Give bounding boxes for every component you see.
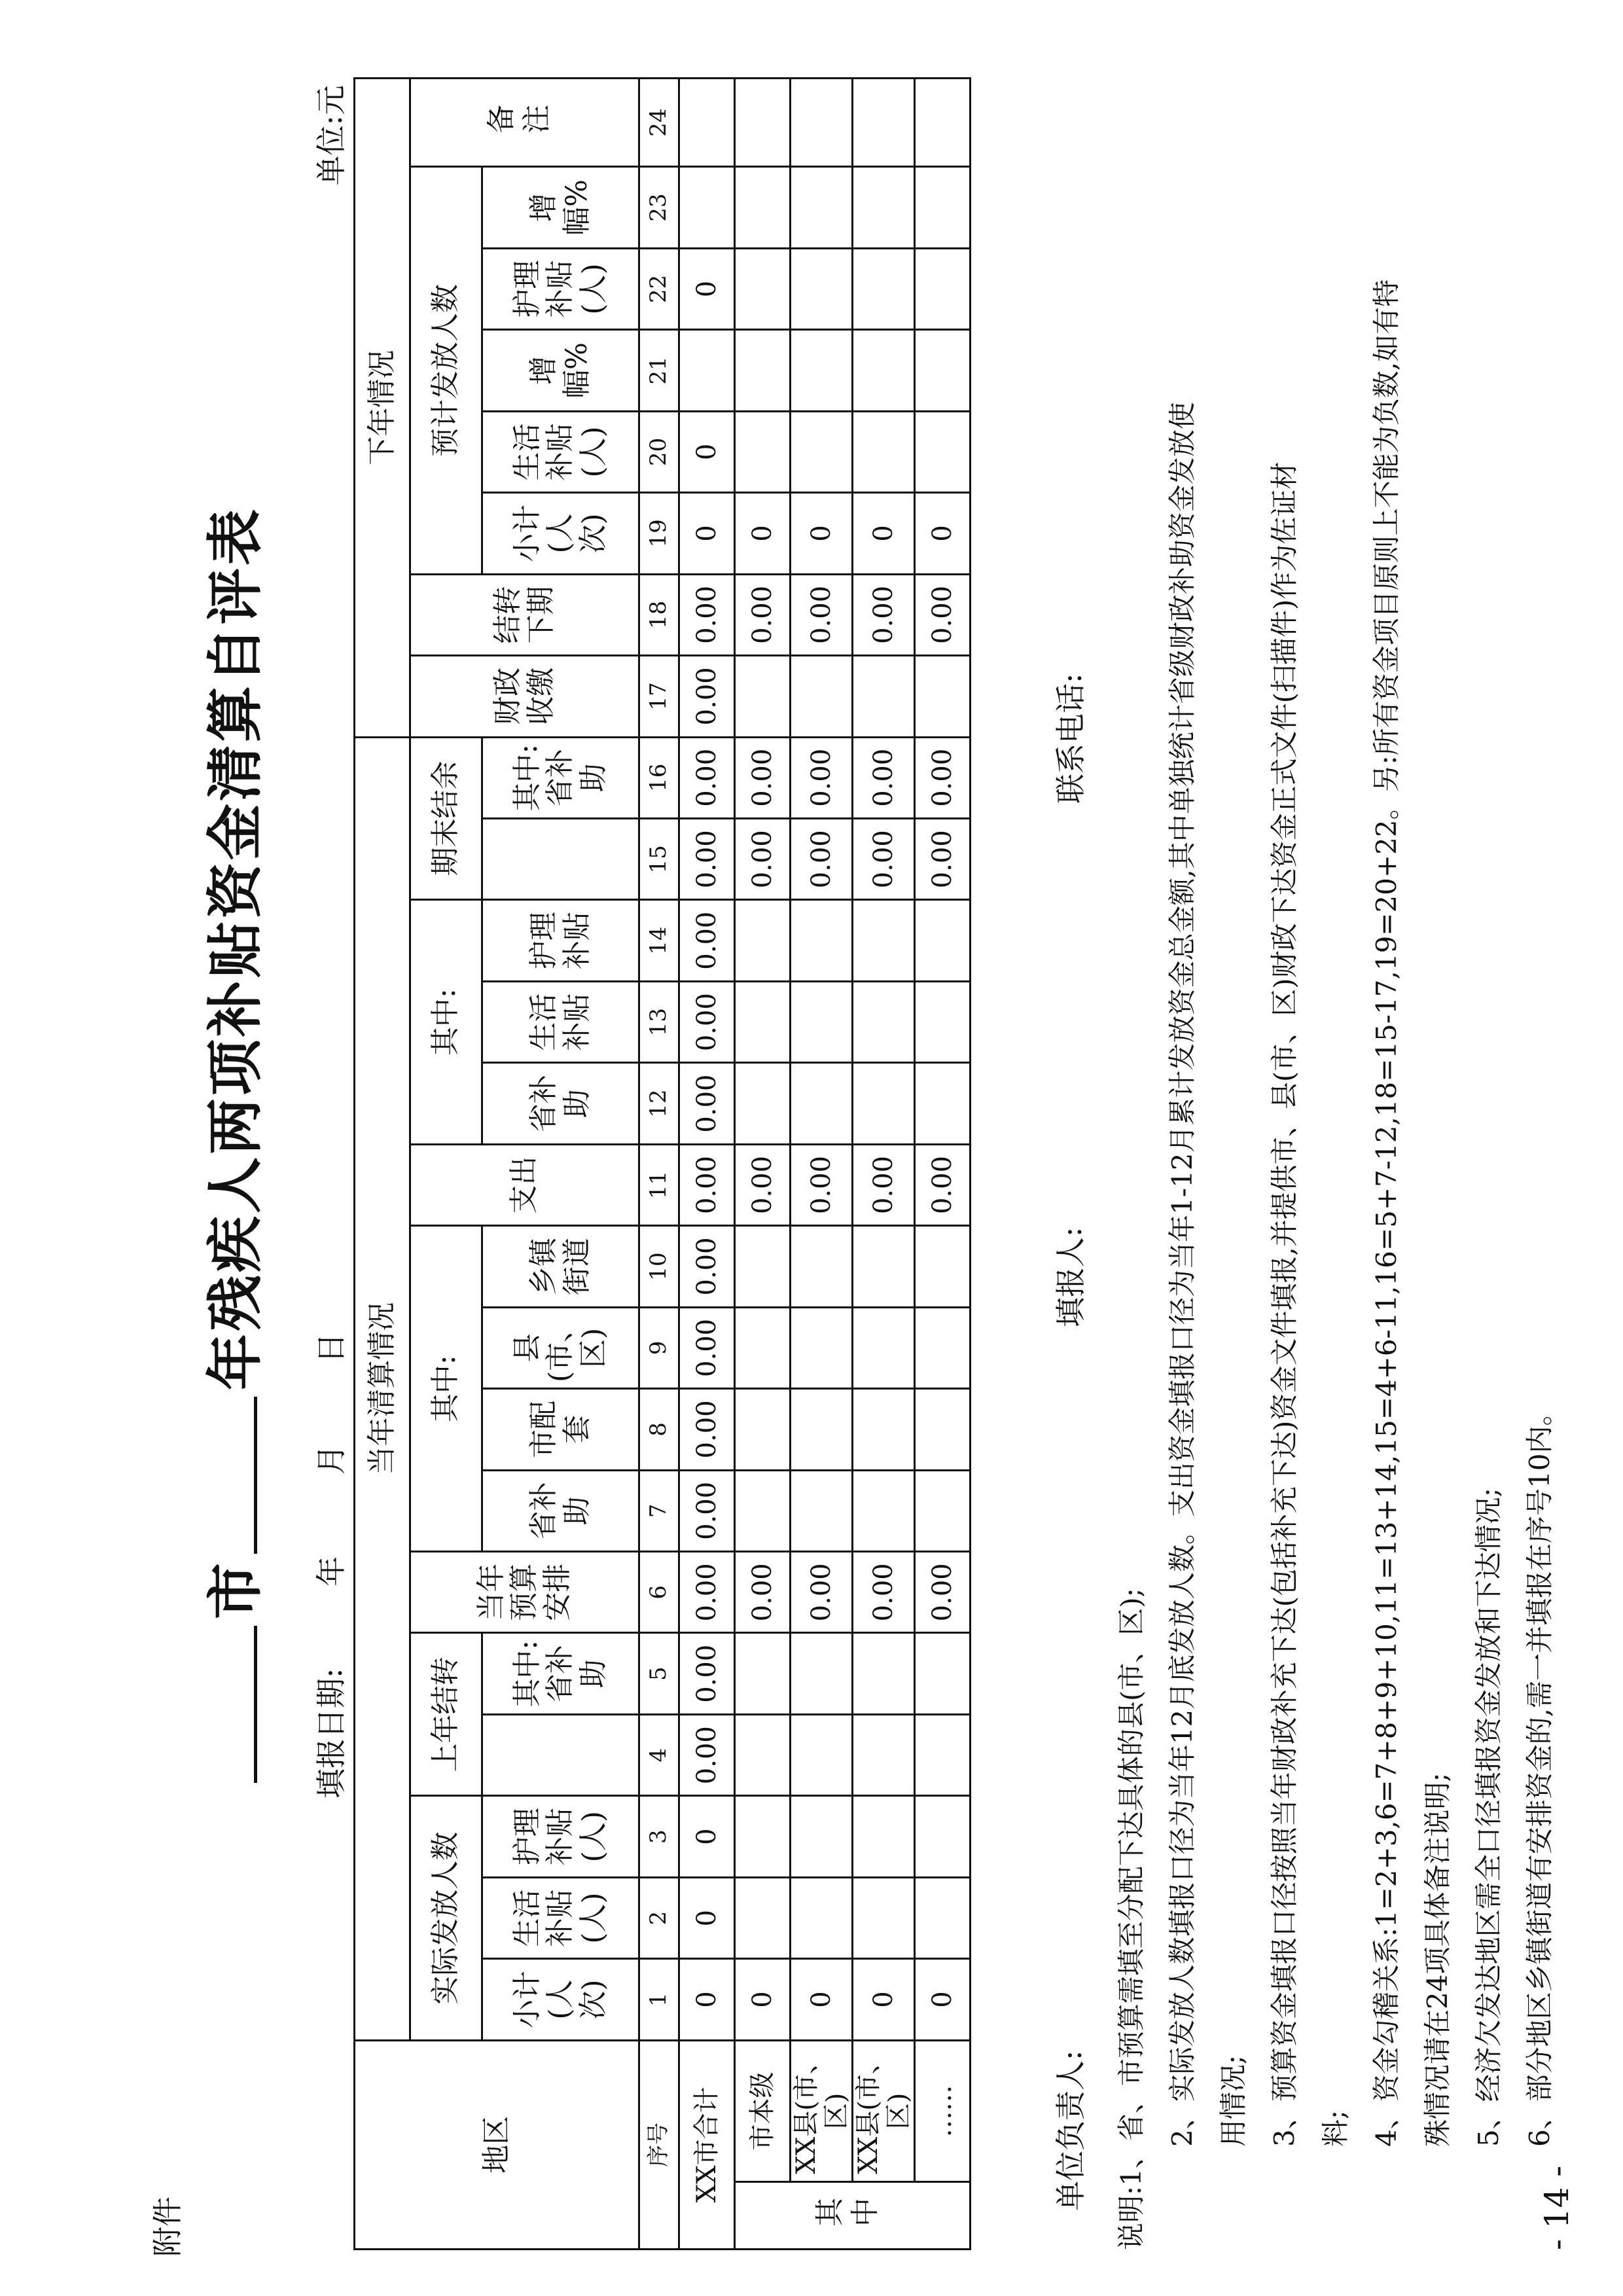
table-row — [679, 79, 735, 2250]
cell: 0.00 — [679, 1063, 735, 1144]
col-number: 13 — [639, 981, 679, 1062]
header-period-end: 期末结余 — [410, 737, 482, 900]
header-budget-arranged: 当年预算安排 — [410, 1552, 639, 1633]
among-label: 其中 — [735, 2182, 971, 2250]
cell — [735, 1063, 791, 1144]
cell — [853, 1796, 915, 1877]
cell — [915, 1633, 971, 1714]
cell — [915, 1307, 971, 1388]
row-label: 市本级 — [735, 2040, 791, 2181]
cell: 0.00 — [791, 737, 853, 818]
note-line: 用情况; — [1217, 2054, 1249, 2147]
cell — [853, 1633, 915, 1714]
cell — [735, 167, 791, 248]
table-row — [735, 79, 791, 2250]
col-number: 19 — [639, 493, 679, 574]
header-county: 县(市、区) — [482, 1307, 639, 1388]
title-city-suffix: 市 — [202, 1560, 268, 1619]
cell — [791, 1633, 853, 1714]
cell — [735, 1796, 791, 1877]
cell: 0 — [915, 493, 971, 574]
cell — [915, 1389, 971, 1470]
cell — [679, 330, 735, 411]
col-number: 24 — [639, 79, 679, 167]
header-prov-subsidy-1: 省补助 — [482, 1470, 639, 1551]
note-line: 3、预算资金填报口径按照当年财政补充下达(包括补充下达)资金文件填报,并提供市、县(市、区)财政下达资金正式文件(扫描件)作为佐证材 — [1268, 461, 1300, 2147]
cell — [791, 248, 853, 329]
notes-block — [1106, 38, 1565, 2250]
attachment-label: 附件 — [150, 2197, 185, 2257]
cell: 0.00 — [679, 981, 735, 1062]
filler-label: 填报人: — [1053, 1227, 1088, 1327]
cell — [791, 1226, 853, 1307]
cell — [791, 1307, 853, 1388]
header-among-prov-2: 其中:省补助 — [482, 737, 639, 818]
header-fiscal-recovered: 财政收缴 — [410, 656, 639, 737]
title-main: 年残疾人两项补贴资金清算自评表 — [202, 507, 268, 1390]
cell: 0 — [679, 493, 735, 574]
note-line: 料; — [1319, 2109, 1351, 2147]
cell — [915, 330, 971, 411]
cell — [915, 167, 971, 248]
cell — [735, 900, 791, 981]
cell — [853, 248, 915, 329]
title-blank-year — [254, 1397, 257, 1554]
cell — [791, 167, 853, 248]
cell — [791, 330, 853, 411]
cell — [735, 656, 791, 737]
cell — [915, 411, 971, 492]
cell — [791, 411, 853, 492]
cell: 0.00 — [679, 1552, 735, 1633]
cell: 0 — [679, 248, 735, 329]
fill-date-day: 日 — [313, 1333, 349, 1363]
cell — [853, 79, 915, 167]
col-number: 18 — [639, 574, 679, 655]
cell — [853, 167, 915, 248]
cell: 0.00 — [853, 1552, 915, 1633]
cell: 0.00 — [679, 1144, 735, 1225]
cell — [791, 1063, 853, 1144]
cell: 0.00 — [915, 737, 971, 818]
cell — [679, 79, 735, 167]
header-living-1: 生活补贴(人) — [482, 1877, 639, 1958]
header-actual-issued: 实际发放人数 — [410, 1796, 482, 2040]
cell — [853, 656, 915, 737]
note-line: 2、实际发放人数填报口径为当年12月底发放人数。支出资金填报口径为当年1-12月累计发放资金总金额,其中单独统计省级财政补助资金发放使 — [1166, 402, 1198, 2147]
cell: 0.00 — [679, 1470, 735, 1551]
cell: 0.00 — [853, 1144, 915, 1225]
cell — [791, 981, 853, 1062]
header-expected: 预计发放人数 — [410, 167, 482, 574]
header-living-2: 生活补贴(人) — [482, 411, 639, 492]
header-region: 地区 — [355, 2040, 639, 2249]
col-number: 10 — [639, 1226, 679, 1307]
cell — [791, 1389, 853, 1470]
header-current-year: 当年清算情况 — [355, 737, 410, 2040]
cell — [853, 981, 915, 1062]
header-remarks: 备注 — [410, 79, 639, 167]
header-last-carry: 上年结转 — [410, 1633, 482, 1796]
cell — [915, 656, 971, 737]
table-row — [853, 79, 915, 2250]
cell — [735, 1389, 791, 1470]
col-number: 4 — [639, 1714, 679, 1795]
header-nursing-sub: 护理补贴 — [482, 900, 639, 981]
row-label: XX市合计 — [679, 2040, 735, 2249]
cell: 0.00 — [915, 1552, 971, 1633]
header-living-sub: 生活补贴 — [482, 981, 639, 1062]
col-number: 3 — [639, 1796, 679, 1877]
cell — [791, 1714, 853, 1795]
cell: 0.00 — [853, 737, 915, 818]
col-number: 1 — [639, 1959, 679, 2040]
cell — [853, 1470, 915, 1551]
col-number: 12 — [639, 1063, 679, 1144]
cell — [915, 1877, 971, 1958]
header-subtotal-2: 小计(人次) — [482, 493, 639, 574]
header-subtotal-1: 小计(人次) — [482, 1959, 639, 2040]
cell: 0.00 — [853, 574, 915, 655]
cell: 0 — [853, 1959, 915, 2040]
cell — [915, 981, 971, 1062]
col-number: 9 — [639, 1307, 679, 1388]
cell — [791, 1877, 853, 1958]
header-prov-subsidy-2: 省补助 — [482, 1063, 639, 1144]
title-blank-city — [254, 1626, 257, 1783]
cell: 0.00 — [679, 1307, 735, 1388]
col-number: 20 — [639, 411, 679, 492]
cell — [915, 1714, 971, 1795]
col-number: 17 — [639, 656, 679, 737]
note-line: 说明:1、省、市预算需填至分配下达具体的县(市、区); — [1115, 1588, 1147, 2250]
unit-head-label: 单位负责人: — [1053, 2050, 1088, 2211]
cell — [735, 1714, 791, 1795]
cell: 0.00 — [791, 1144, 853, 1225]
page-number: - 14 - — [1538, 2165, 1576, 2250]
cell: 0.00 — [791, 574, 853, 655]
note-line: 6、部分地区乡镇街道有安排资金的,需一并填报在序号10内。 — [1524, 1398, 1556, 2147]
note-line: 4、资金勾稽关系:1=2+3,6=7+8+9+10,11=13+14,15=4+6-11,16=5+7-12,18=15-17,19=20+22。另:所有资金项目原则上不能为负数,如有特 — [1370, 279, 1402, 2147]
cell: 0 — [679, 1959, 735, 2040]
col-number: 2 — [639, 1877, 679, 1958]
cell — [915, 900, 971, 981]
cell: 0.00 — [679, 656, 735, 737]
cell — [915, 1063, 971, 1144]
note-line: 5、经济欠发达地区需全口径填报资金发放和下达情况; — [1472, 1488, 1505, 2147]
cell — [915, 1470, 971, 1551]
cell — [853, 1063, 915, 1144]
fill-date-line — [308, 1333, 351, 1799]
header-nursing-2: 护理补贴(人) — [482, 248, 639, 329]
settlement-table — [353, 77, 971, 2250]
cell — [735, 330, 791, 411]
cell: 0 — [735, 1959, 791, 2040]
cell — [915, 1796, 971, 1877]
cell — [853, 1877, 915, 1958]
header-carry-next: 结转下期 — [410, 574, 639, 655]
cell — [853, 1714, 915, 1795]
cell: 0 — [791, 1959, 853, 2040]
cell — [735, 248, 791, 329]
cell — [735, 79, 791, 167]
fill-date-month: 月 — [313, 1444, 349, 1475]
cell: 0 — [679, 1796, 735, 1877]
cell: 0.00 — [735, 818, 791, 899]
cell: 0.00 — [679, 818, 735, 899]
col-number: 21 — [639, 330, 679, 411]
header-among-exp: 其中: — [410, 900, 482, 1144]
cell — [853, 1389, 915, 1470]
col-number: 8 — [639, 1389, 679, 1470]
unit-label: 单位:元 — [313, 85, 349, 186]
cell — [791, 1796, 853, 1877]
cell — [791, 79, 853, 167]
cell: 0.00 — [915, 1144, 971, 1225]
cell: 0.00 — [735, 1144, 791, 1225]
table-row — [915, 79, 971, 2250]
cell: 0.00 — [853, 818, 915, 899]
cell: 0 — [679, 411, 735, 492]
cell: 0.00 — [791, 1552, 853, 1633]
cell: 0.00 — [679, 1226, 735, 1307]
col-number: 14 — [639, 900, 679, 981]
cell — [915, 79, 971, 167]
col-number: 5 — [639, 1633, 679, 1714]
row-label: XX县(市、区) — [853, 2040, 915, 2181]
note-line: 殊情况请在24项具体备注说明; — [1421, 1772, 1454, 2147]
header-period-end-blank — [482, 818, 639, 899]
row-label: XX县(市、区) — [791, 2040, 853, 2181]
header-carry-blank — [482, 1714, 639, 1795]
cell: 0 — [853, 493, 915, 574]
col-number: 16 — [639, 737, 679, 818]
header-expenditure: 支出 — [410, 1144, 639, 1225]
col-number: 7 — [639, 1470, 679, 1551]
cell: 0 — [915, 1959, 971, 2040]
cell: 0.00 — [735, 574, 791, 655]
cell — [915, 1226, 971, 1307]
cell — [853, 1226, 915, 1307]
header-among-prov-1: 其中:省补助 — [482, 1633, 639, 1714]
cell — [853, 411, 915, 492]
cell — [915, 248, 971, 329]
phone-label: 联系电话: — [1053, 673, 1088, 804]
header-next-year: 下年情况 — [355, 79, 410, 738]
cell — [735, 1307, 791, 1388]
cell — [735, 1633, 791, 1714]
cell: 0.00 — [735, 1552, 791, 1633]
col-number: 23 — [639, 167, 679, 248]
cell: 0.00 — [791, 818, 853, 899]
col-number: 11 — [639, 1144, 679, 1225]
cell: 0 — [735, 493, 791, 574]
col-number: 22 — [639, 248, 679, 329]
cell — [735, 1226, 791, 1307]
cell — [735, 981, 791, 1062]
cell — [853, 1307, 915, 1388]
cell — [791, 656, 853, 737]
cell — [679, 167, 735, 248]
header-increase-2: 增幅% — [482, 167, 639, 248]
cell — [735, 1877, 791, 1958]
cell: 0.00 — [915, 818, 971, 899]
fill-date-year: 年 — [313, 1556, 349, 1587]
page-title — [190, 0, 271, 2296]
fill-date-label: 填报日期: — [313, 1668, 349, 1799]
cell — [791, 1470, 853, 1551]
cell: 0.00 — [679, 900, 735, 981]
cell — [735, 1470, 791, 1551]
cell: 0.00 — [679, 737, 735, 818]
cell: 0 — [791, 493, 853, 574]
table-row — [791, 79, 853, 2250]
header-city-match: 市配套 — [482, 1389, 639, 1470]
header-increase-1: 增幅% — [482, 330, 639, 411]
col-number: 6 — [639, 1552, 679, 1633]
col-number: 15 — [639, 818, 679, 899]
cell — [853, 330, 915, 411]
cell: 0 — [679, 1877, 735, 1958]
cell — [853, 900, 915, 981]
cell: 0.00 — [915, 574, 971, 655]
cell: 0.00 — [679, 1714, 735, 1795]
serial-label: 序号 — [639, 2040, 679, 2249]
header-among-funds: 其中: — [410, 1226, 482, 1552]
cell: 0.00 — [679, 1389, 735, 1470]
header-town: 乡镇街道 — [482, 1226, 639, 1307]
header-nursing-1: 护理补贴(人) — [482, 1796, 639, 1877]
row-label: …… — [915, 2040, 971, 2181]
cell: 0.00 — [735, 737, 791, 818]
cell — [791, 900, 853, 981]
cell — [735, 411, 791, 492]
cell: 0.00 — [679, 574, 735, 655]
cell: 0.00 — [679, 1633, 735, 1714]
